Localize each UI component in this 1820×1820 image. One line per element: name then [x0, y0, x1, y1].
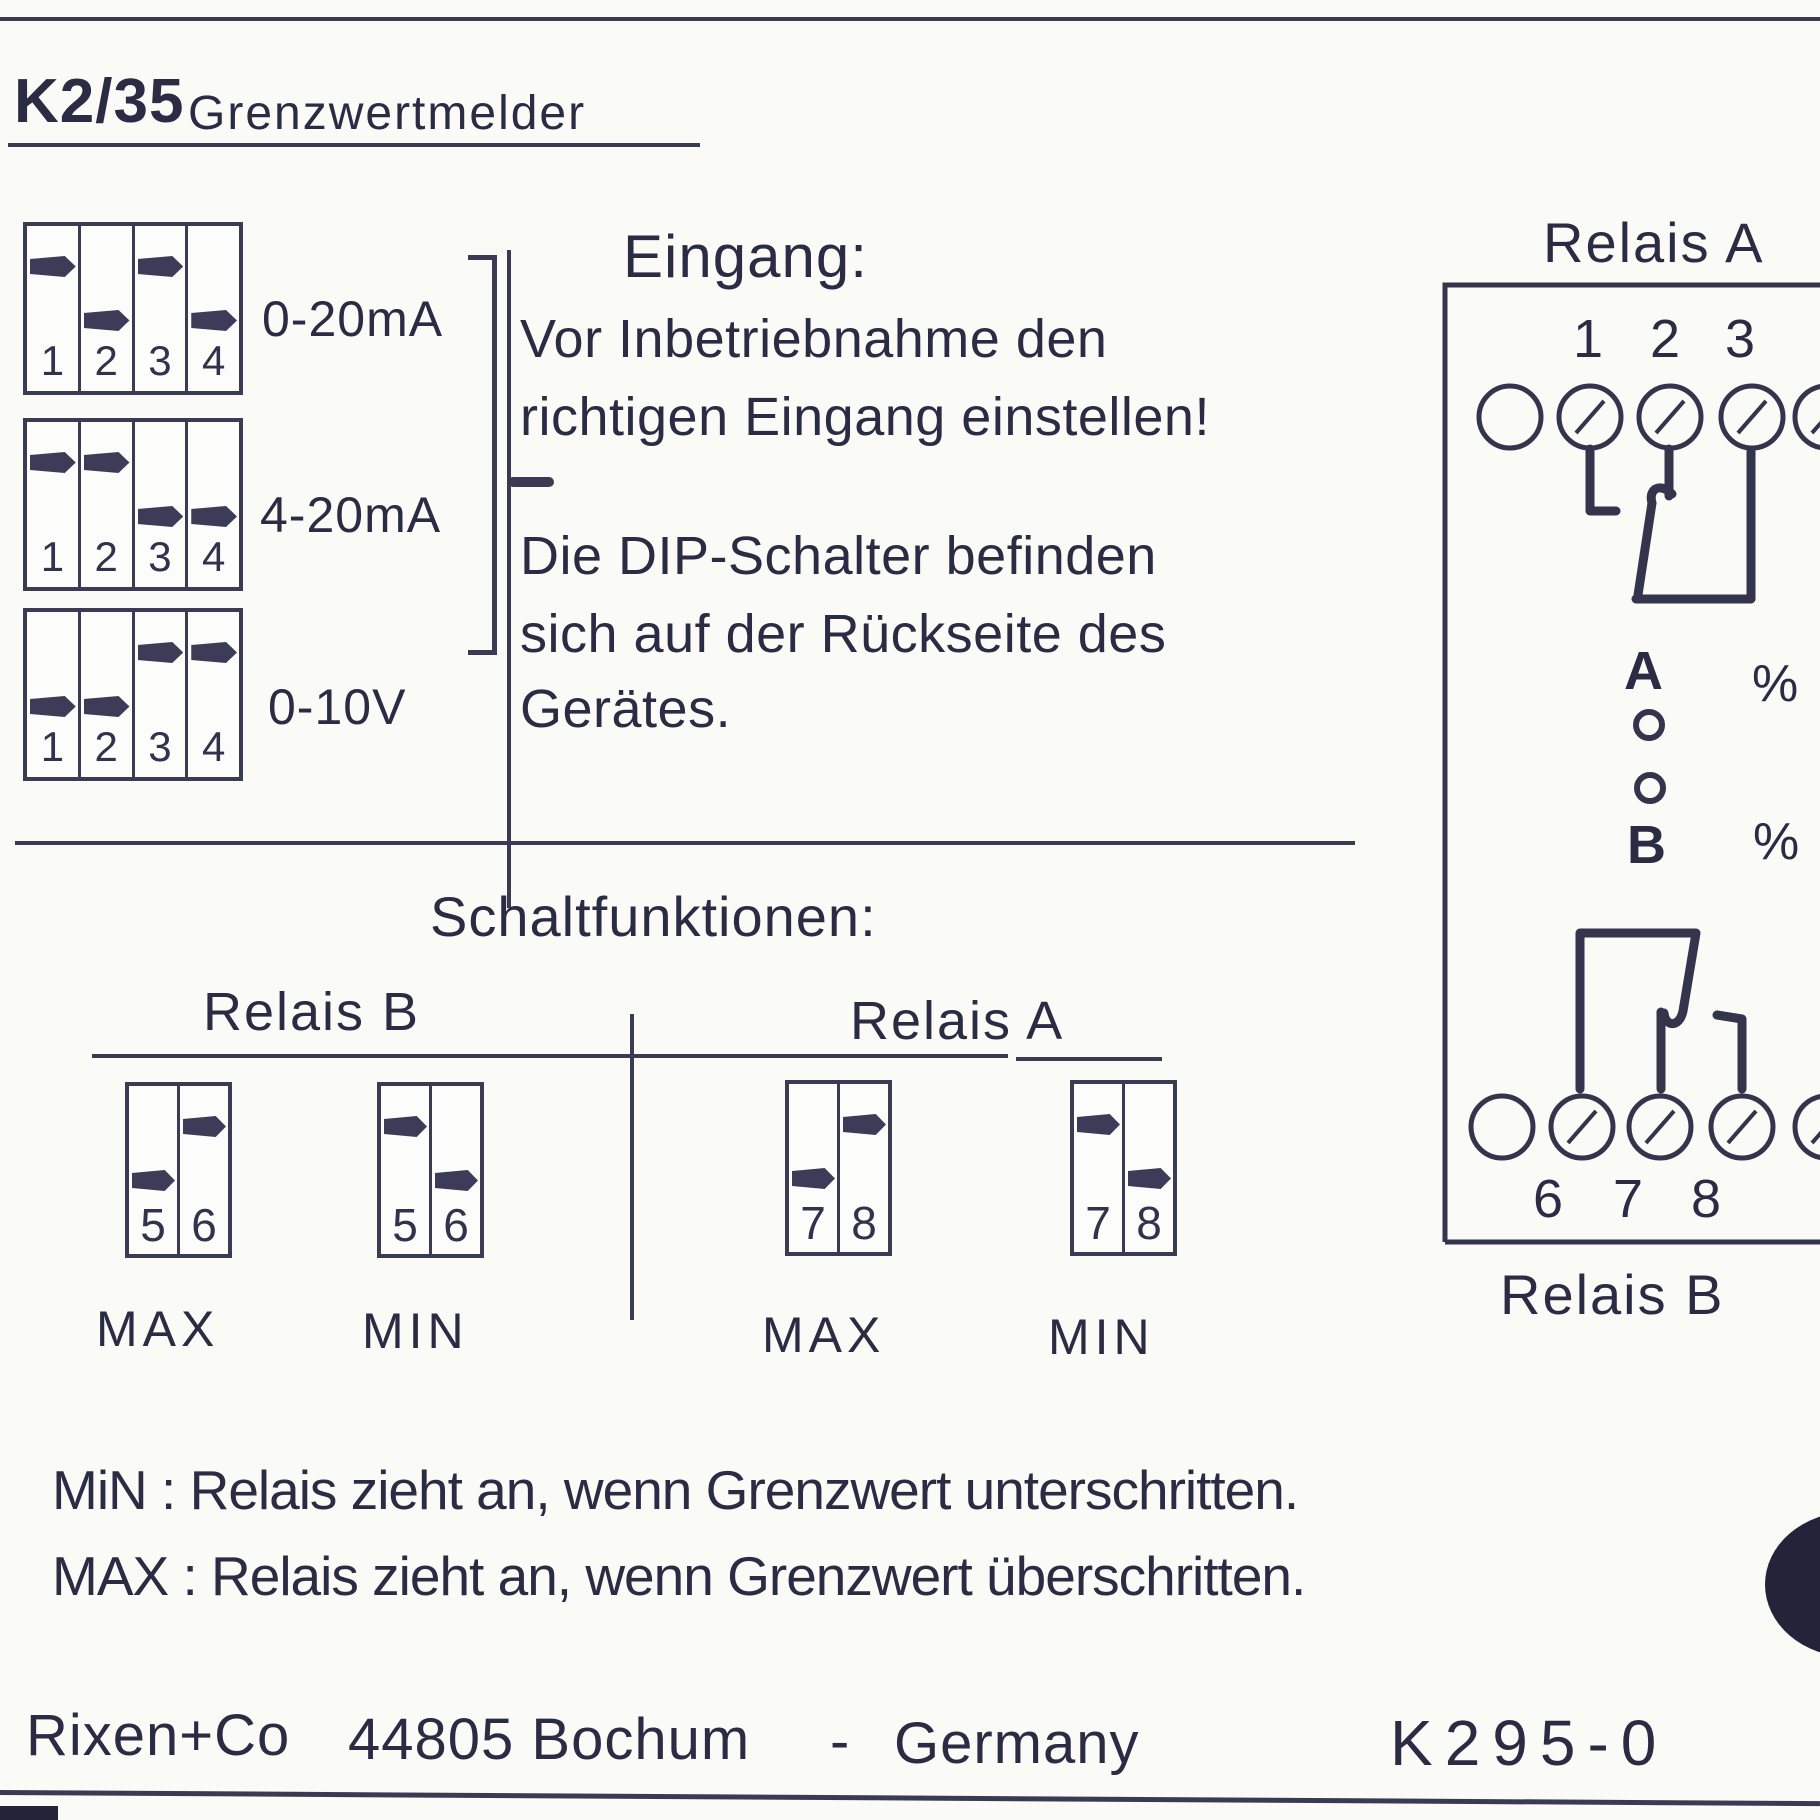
column-heading-relais-a: Relais A — [850, 991, 1065, 1051]
terminal-circle — [1479, 386, 1541, 448]
schaltfunktionen-heading: Schaltfunktionen: — [430, 885, 877, 948]
label-relais-a-min: MIN — [1048, 1309, 1155, 1365]
footer-company: Rixen+Co — [26, 1703, 291, 1768]
dip-switch-col — [132, 612, 186, 777]
screw-slash-icon — [1728, 1111, 1756, 1143]
switch-block-relais-b-max — [125, 1082, 232, 1258]
terminal-circle — [1795, 1096, 1820, 1158]
paragraph-dash — [508, 477, 554, 487]
legend-max-line: MAX : Relais zieht an, wenn Grenzwert überschritten. — [52, 1545, 1306, 1607]
dip-handle — [183, 1116, 226, 1137]
dip-switch-number: 8 — [851, 1197, 877, 1249]
page-subtitle: Grenzwertmelder — [188, 87, 587, 140]
column-divider-line — [630, 1014, 634, 1320]
relay-a-blade — [1638, 488, 1672, 595]
dip-switch-col — [129, 1086, 177, 1254]
dip-switch-number: 4 — [201, 723, 226, 770]
relay-b-blade — [1580, 933, 1696, 1089]
dip-switch-number: 5 — [392, 1199, 418, 1251]
dip-handle — [384, 1116, 427, 1137]
page-title: K2/35 — [14, 67, 185, 136]
dip-handle — [1077, 1114, 1120, 1135]
dip-switch-col — [837, 1084, 888, 1252]
dip-handle — [84, 696, 130, 717]
dip-handle — [138, 506, 184, 527]
dip-handle — [435, 1170, 478, 1191]
screw-slash-icon — [1646, 1111, 1674, 1143]
title-underline — [8, 143, 700, 147]
scan-artifact-blob — [1765, 1512, 1820, 1657]
footer-country: Germany — [894, 1711, 1140, 1776]
dip-handle — [1128, 1168, 1171, 1189]
terminal-number-8: 8 — [1690, 1169, 1722, 1229]
dip-switch-col — [1122, 1084, 1173, 1252]
dip-switch-col — [185, 226, 239, 391]
dip-handle — [30, 256, 76, 277]
switch-block-relais-a-max — [785, 1080, 892, 1256]
dip-switch-col — [132, 226, 186, 391]
column-heading-underline-left — [92, 1054, 1008, 1058]
eingang-line-2: richtigen Eingang einstellen! — [520, 387, 1210, 447]
screw-slash-icon — [1568, 1111, 1596, 1143]
footer-zip-city: 44805 Bochum — [348, 1707, 751, 1772]
dip-switch-col — [27, 226, 78, 391]
dip-switch-col — [1074, 1084, 1122, 1252]
terminal-number-6: 6 — [1532, 1169, 1564, 1229]
dip-switch-col — [78, 422, 132, 587]
percent-sign-a: % — [1752, 655, 1799, 713]
switch-block-relais-a-min — [1070, 1080, 1177, 1256]
dip-handle — [138, 642, 184, 663]
terminal-number-1: 1 — [1572, 309, 1604, 369]
dip-switch-number: 4 — [201, 533, 226, 580]
relay-a-nc-contact — [1590, 449, 1616, 511]
eingang-line-5: Gerätes. — [520, 679, 732, 739]
label-relais-b-min: MIN — [362, 1303, 469, 1359]
dip-label-4-20ma: 4-20mA — [260, 487, 442, 543]
terminal-number-2: 2 — [1649, 309, 1681, 369]
screw-slash-icon — [1656, 401, 1684, 433]
top-border-line — [0, 17, 1820, 21]
dip-switch-number: 3 — [148, 533, 172, 580]
dip-switch-number: 5 — [140, 1199, 166, 1251]
dip-label-0-20ma: 0-20mA — [262, 291, 444, 347]
pot-b-circle — [1637, 775, 1663, 801]
dip-switch-number: 3 — [148, 337, 172, 384]
dip-switch-number: 2 — [94, 723, 118, 770]
dip-block-4-20ma — [23, 418, 243, 591]
dip-switch-col — [185, 612, 239, 777]
terminal-circle — [1795, 386, 1820, 448]
bracket-bottom-tick — [468, 650, 496, 655]
dip-handle — [792, 1168, 835, 1189]
dip-handle — [132, 1170, 175, 1191]
screw-slash-icon — [1812, 401, 1820, 433]
pot-label-a: A — [1624, 641, 1663, 701]
panel-label-relais-b: Relais B — [1500, 1263, 1725, 1326]
dip-switch-col — [429, 1086, 480, 1254]
panel-label-relais-a: Relais A — [1543, 211, 1765, 274]
footer-rule — [0, 1790, 1820, 1806]
dip-switch-number: 6 — [191, 1199, 217, 1251]
dip-label-0-10v: 0-10V — [268, 679, 407, 735]
terminal-number-7: 7 — [1612, 1169, 1644, 1229]
eingang-line-3: Die DIP-Schalter befinden — [520, 526, 1157, 586]
dip-switch-col — [78, 612, 132, 777]
terminal-circle — [1471, 1096, 1533, 1158]
label-relais-b-max: MAX — [96, 1301, 220, 1357]
dip-switch-number: 4 — [201, 337, 226, 384]
legend-min-line: MiN : Relais zieht an, wenn Grenzwert unterschritten. — [52, 1459, 1299, 1521]
dip-handle — [843, 1114, 886, 1135]
dip-switch-number: 1 — [40, 723, 65, 770]
dip-switch-number: 3 — [148, 723, 172, 770]
dip-handle — [191, 642, 237, 663]
scan-artifact-corner — [0, 1806, 58, 1820]
screw-slash-icon — [1576, 401, 1604, 433]
column-heading-underline-right — [1016, 1057, 1162, 1061]
dip-block-0-20ma — [23, 222, 243, 395]
pot-label-b: B — [1627, 815, 1666, 875]
dip-switch-col — [27, 612, 78, 777]
dip-switch-col — [78, 226, 132, 391]
label-relais-a-max: MAX — [762, 1307, 886, 1363]
dip-switch-number: 6 — [443, 1199, 469, 1251]
note-left-rule — [507, 250, 511, 908]
dip-switch-col — [789, 1084, 837, 1252]
eingang-line-1: Vor Inbetriebnahme den — [520, 309, 1108, 369]
bracket-vertical — [492, 255, 497, 655]
screw-slash-icon — [1812, 1111, 1820, 1143]
dip-switch-number: 2 — [94, 533, 118, 580]
dip-handle — [30, 452, 76, 473]
dip-handle — [191, 310, 237, 331]
dip-switch-col — [132, 422, 186, 587]
section-divider-line — [15, 841, 1355, 845]
column-heading-relais-b: Relais B — [203, 982, 421, 1042]
dip-switch-number: 1 — [40, 533, 65, 580]
dip-switch-col — [381, 1086, 429, 1254]
dip-switch-number: 1 — [40, 337, 65, 384]
dip-switch-number: 8 — [1136, 1197, 1162, 1249]
dip-handle — [84, 452, 130, 473]
dip-switch-col — [177, 1086, 228, 1254]
dip-block-0-10v — [23, 608, 243, 781]
eingang-line-4: sich auf der Rückseite des — [520, 604, 1167, 664]
percent-sign-b: % — [1753, 813, 1800, 871]
dip-switch-col — [27, 422, 78, 587]
dip-switch-number: 7 — [1085, 1197, 1111, 1249]
footer-code: K295-0 — [1390, 1707, 1669, 1779]
switch-block-relais-b-min — [377, 1082, 484, 1258]
pot-a-circle — [1636, 712, 1662, 738]
footer-separator: - — [830, 1709, 851, 1774]
screw-slash-icon — [1738, 401, 1766, 433]
dip-switch-number: 7 — [800, 1197, 826, 1249]
dip-handle — [138, 256, 184, 277]
dip-handle — [191, 506, 237, 527]
dip-handle — [30, 696, 76, 717]
dip-handle — [84, 310, 130, 331]
relay-b-nc-contact — [1717, 1015, 1742, 1089]
dip-switch-number: 2 — [94, 337, 118, 384]
terminal-number-3: 3 — [1724, 309, 1756, 369]
dip-switch-col — [185, 422, 239, 587]
eingang-heading: Eingang: — [623, 223, 868, 290]
